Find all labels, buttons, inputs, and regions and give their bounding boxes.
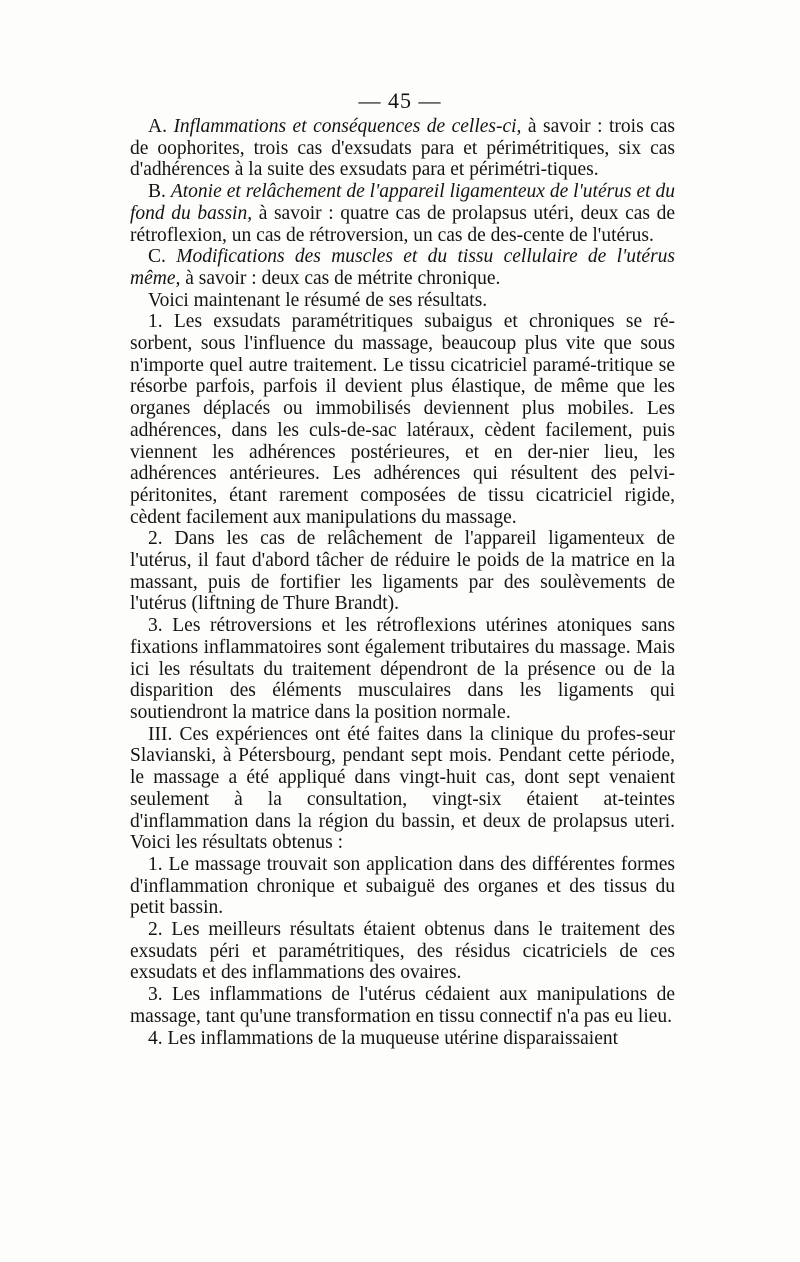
paragraph-summary-intro: Voici maintenant le résumé de ses résultats. bbox=[148, 289, 488, 311]
paragraph-finding-1: 1. Le massage trouvait son application dans des différentes formes d'inflammation chronique et subaiguë des organes et des tissus du petit bassin. bbox=[130, 853, 675, 919]
paragraph-body: à savoir : trois cas de oophorites, trois cas d'exsudats para et périmétritiques, six cas d'adhérences à la suite des exsudats para et périmétri-tiques. bbox=[130, 116, 676, 181]
body-text bbox=[130, 116, 675, 1049]
paragraph-result-3: 3. Les rétroversions et les rétroflexions utérines atoniques sans fixations inflammatoires sont également tributaires du massage. Mais ici les résultats du traitement dépendront de la présence ou de la disparition des éléments musculaires dans les ligaments qui soutiendront la matrice dans la position normale. bbox=[130, 615, 675, 723]
paragraph-body: à savoir : deux cas de métrite chronique. bbox=[185, 267, 501, 289]
paragraph-label: C. bbox=[148, 246, 166, 268]
paragraph-section-iii: III. Ces expériences ont été faites dans la clinique du profes-seur Slavianski, à Pétersbourg, pendant sept mois. Pendant cette période, le massage a été appliqué dans vingt-huit cas, dont sept venaient seulement à la consultation, vingt-six étaient at-teintes d'inflammation dans la région du bassin, et deux de prolapsus uteri. Voici les résultats obtenus : bbox=[130, 723, 675, 854]
page-number: — 45 — bbox=[358, 88, 442, 113]
paragraph-finding-4: 4. Les inflammations de la muqueuse utérine disparaissaient bbox=[148, 1027, 619, 1049]
paragraph-label: B. bbox=[148, 181, 166, 203]
paragraph-result-1: 1. Les exsudats paramétritiques subaigus et chroniques se ré-sorbent, sous l'influence du massage, beaucoup plus vite que sous n'importe quel autre traitement. Le tissu cicatriciel paramé-tritique se résorbe parfois, parfois il devient plus élastique, de même que les organes déplacés ou immobilisés deviennent plus mobiles. Les adhérences, dans les culs-de-sac latéraux, cèdent facilement, puis viennent les adhérences postérieures, et en der-nier lieu, les adhérences antérieures. Les adhérences qui résultent des pelvi-péritonites, étant rarement composées de tissu cicatriciel rigide, cèdent facilement aux manipulations du massage. bbox=[130, 311, 675, 528]
paragraph-body: à savoir : quatre cas de prolapsus utéri, deux cas de rétroflexion, un cas de rétroversion, un cas de des-cente de l'utérus. bbox=[130, 202, 676, 246]
paragraph-c bbox=[130, 246, 675, 289]
paragraph-b bbox=[130, 181, 675, 246]
paragraph-title: Inflammations et conséquences de celles-ci, bbox=[173, 116, 522, 137]
paragraph-finding-2: 2. Les meilleurs résultats étaient obtenus dans le traitement des exsudats péri et paramétritiques, des résidus cicatriciels de ces exsudats et des inflammations des ovaires. bbox=[130, 919, 675, 984]
paragraph-finding-3: 3. Les inflammations de l'utérus cédaient aux manipulations de massage, tant qu'une transformation en tissu connectif n'a pas eu lieu. bbox=[130, 984, 675, 1027]
paragraph-title: Modifications des muscles et du tissu cellulaire de l'utérus même, bbox=[130, 246, 676, 289]
paragraph-a bbox=[130, 116, 675, 181]
paragraph-title: Atonie et relâchement de l'appareil ligamenteux de l'utérus et du fond du bassin, bbox=[130, 181, 676, 224]
paragraph-label: A. bbox=[148, 116, 167, 137]
paragraph-result-2: 2. Dans les cas de relâchement de l'appareil ligamenteux de l'utérus, il faut d'abord tâcher de réduire le poids de la matrice en la massant, puis de fortifier les ligaments par des soulèvements de l'utérus (liftning de Thure Brandt). bbox=[130, 528, 675, 615]
